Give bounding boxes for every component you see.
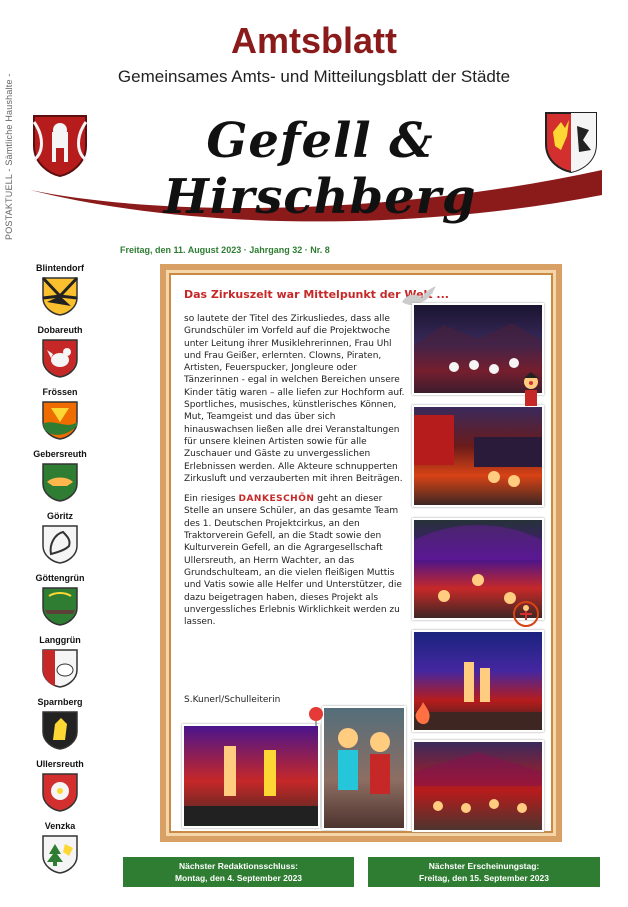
postal-side-label: POSTAKTUELL - Sämtliche Haushalte - [4, 73, 14, 240]
sidebar-item-label: Dobareuth [37, 325, 83, 335]
thanks-lead: Ein riesiges [184, 494, 236, 505]
circus-photo-7 [322, 706, 406, 830]
sidebar-item-label: Ullersreuth [36, 759, 84, 769]
sidebar-item-langgruen [30, 635, 90, 688]
venzka-crest-icon [41, 834, 79, 874]
sidebar-item-venzka [30, 821, 90, 874]
deadline-box [123, 857, 354, 887]
publication-date: Freitag, den 15. September 2023 [419, 873, 549, 883]
thanks-highlight: DANKESCHÖN [238, 494, 315, 505]
acrobat-icon [512, 600, 540, 630]
sidebar-item-sparnberg [30, 697, 90, 750]
ullersreuth-crest-icon [41, 772, 79, 812]
circus-photo-7-scene [324, 708, 404, 828]
sidebar-item-dobareuth [30, 325, 90, 378]
dateline: Freitag, den 11. August 2023 · Jahrgang 32 · Nr. 8 [120, 245, 330, 255]
sidebar-item-blintendorf [30, 263, 90, 316]
clown-icon [520, 372, 542, 408]
circus-photo-2-scene [414, 407, 542, 505]
article-title: Das Zirkuszelt war Mittelpunkt der Welt ... [184, 288, 449, 301]
circus-photo-5-scene [414, 742, 542, 830]
goettengruen-crest-icon [41, 586, 79, 626]
dobareuth-crest-icon [41, 338, 79, 378]
circus-photo-2 [412, 405, 544, 507]
sidebar-item-goettengruen [30, 573, 90, 626]
circus-photo-6 [182, 724, 320, 828]
sidebar-item-label: Sparnberg [37, 697, 83, 707]
blintendorf-crest-icon [41, 276, 79, 316]
balloon-icon [306, 706, 326, 726]
sidebar-item-label: Venzka [44, 821, 76, 831]
froessen-crest-icon [41, 400, 79, 440]
article-paragraph-1: so lautete der Titel des Zirkusliedes, dass alle Grundschüler im Vorfeld auf die Projektwoche unter Leitung ihrer Musiklehrerinnen, Frau Uhl und Frau Geißer, erlernten. Clowns, Piraten, Artisten, Feuerspucker, Jongleure oder Tänzerinnen - egal in welchen Bereichen unsere Kinder tätig waren – alle liefen zur Hochform auf. Sportliches, musisches, künstlerisches Können, Mut, Teamgeist und das über sich hinauswachsen ließen alle drei Veranstaltungen für unsere kleinen Artisten sowie für alle Zuschauer und Gäste zu unvergesslichen Erlebnissen werden. Alle Akteure schnupperten Zirkusluft und verzauberten mit ihren Beiträgen. [184, 314, 405, 484]
masthead-title: Amtsblatt [230, 20, 397, 61]
sidebar-item-goeritz [30, 511, 90, 564]
gebersreuth-crest-icon [41, 462, 79, 502]
langgruen-crest-icon [41, 648, 79, 688]
hirschberg-crest-icon [543, 110, 599, 174]
fire-icon [410, 700, 436, 726]
circus-photo-6-scene [184, 726, 318, 826]
article-paragraph-2 [184, 493, 406, 628]
sidebar-item-gebersreuth [30, 449, 90, 502]
sidebar-item-label: Langgrün [39, 635, 81, 645]
sidebar-item-froessen [30, 387, 90, 440]
article-body [184, 313, 406, 636]
sidebar-item-label: Göttengrün [35, 573, 85, 583]
deadline-date: Montag, den 4. September 2023 [174, 873, 303, 883]
publication-box [368, 857, 600, 887]
circus-photo-5 [412, 740, 544, 832]
masthead-subtitle: Gemeinsames Amts- und Mitteilungsblatt der Städte [117, 67, 511, 86]
sidebar-item-label: Blintendorf [36, 263, 84, 273]
article-signature: S.Kunerl/Schulleiterin [184, 695, 281, 705]
publication-label: Nächster Erscheinungstag: [428, 861, 540, 871]
sidebar-item-label: Gebersreuth [33, 449, 87, 459]
gefell-crest-icon [30, 112, 90, 178]
deadline-label: Nächster Redaktionsschluss: [178, 861, 299, 871]
sidebar-item-label: Göritz [47, 511, 73, 521]
sidebar-item-label: Frössen [42, 387, 78, 397]
thanks-rest: geht an dieser Stelle an unsere Schüler, an das gesamte Team des 1. Deutschen Projektcirkus, an den Traktorverein Gefell, an die Stadt sowie den Kulturverein Gefell, an die Agrargesellschaft Ullersreuth, an Herrn Wachter, an das Grundschulteam, an die vielen fleißigen Muttis und Vatis sowie alle Helfer und Unterstützer, die dazu beigetragen haben, dieses Projekt als unvergessliches Erlebnis Wirklichkeit werden zu lassen. [184, 494, 402, 628]
sparnberg-crest-icon [41, 710, 79, 750]
goeritz-crest-icon [41, 524, 79, 564]
sidebar-item-ullersreuth [30, 759, 90, 812]
masthead-brand: Gefell & Hirschberg [163, 113, 477, 225]
